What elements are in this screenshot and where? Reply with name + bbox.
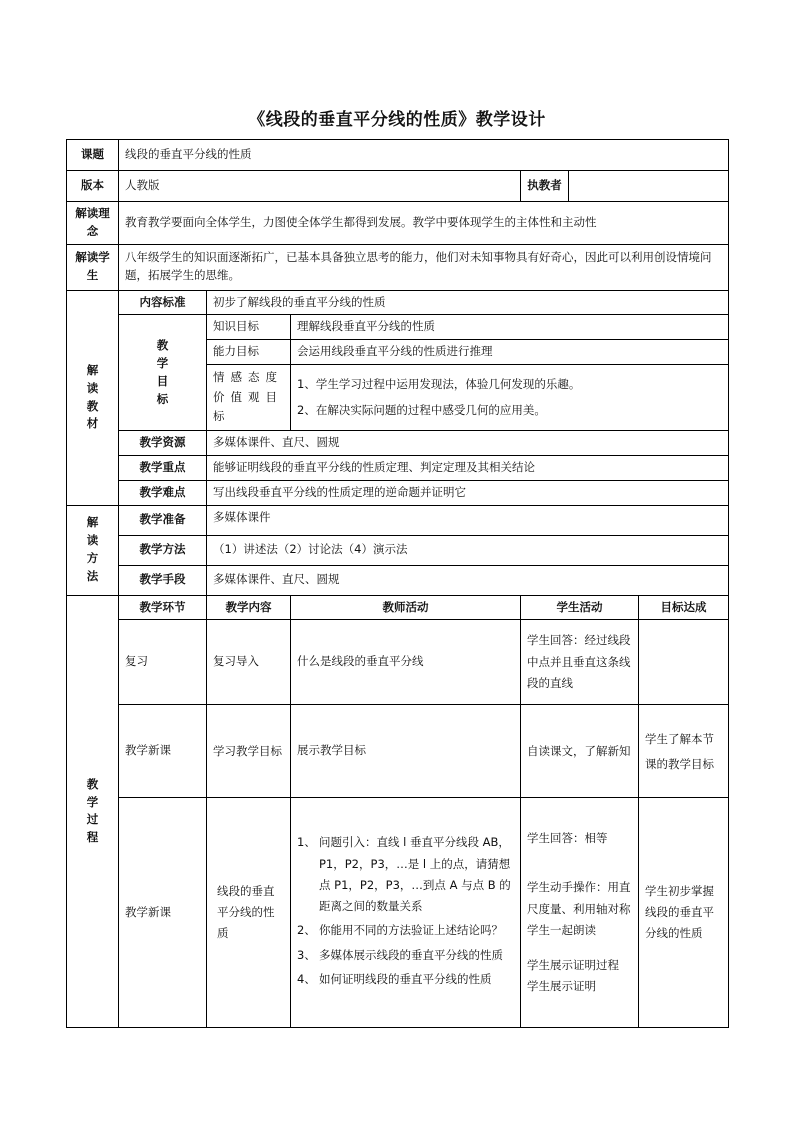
knowledge-goal-row: [67, 315, 729, 340]
teacher-step-3-number: 3、: [297, 947, 316, 962]
knowledge-goal-label: 知识目标: [207, 315, 291, 340]
means-value: 多媒体课件、直尺、圆规: [207, 565, 729, 595]
students-label: 解读学生: [67, 244, 119, 290]
teaching-goal-label: [119, 315, 207, 431]
process-row2-stage: 教学新课: [119, 705, 207, 798]
process-header-row: [67, 595, 729, 620]
teacher-step-2-number: 2、: [297, 923, 316, 938]
students-row: [67, 244, 729, 290]
key-point-value: 能够证明线段的垂直平分线的性质定理、判定定理及其相关结论: [207, 455, 729, 480]
prep-label: 教学准备: [119, 505, 207, 535]
student-activity-operate: 学生动手操作：用直尺度量、利用轴对称: [527, 880, 631, 916]
difficulty-row: [67, 480, 729, 505]
process-row1-teacher: 什么是线段的垂直平分线: [291, 620, 521, 705]
method-label: 教学方法: [119, 535, 207, 565]
process-row2-teacher: 展示教学目标: [291, 705, 521, 798]
teacher-step-4-text: 如何证明线段的垂直平分线的性质: [319, 971, 492, 986]
student-activity-gap-2: [527, 941, 632, 955]
course-label: 课题: [67, 140, 119, 171]
edition-row: [67, 171, 729, 202]
key-point-label: 教学重点: [119, 455, 207, 480]
concept-row: [67, 202, 729, 245]
emotion-goal-value: [291, 365, 729, 431]
course-row: [67, 140, 729, 171]
teacher-value: [569, 171, 729, 202]
process-row2-goal: 学生了解本节课的教学目标: [639, 705, 729, 798]
material-section-text: 解 读 教 材: [86, 362, 99, 431]
process-header-goal: 目标达成: [639, 595, 729, 620]
edition-label: 版本: [67, 171, 119, 202]
content-standard-value: 初步了解线段的垂直平分线的性质: [207, 290, 729, 315]
process-row3-teacher: [291, 798, 521, 1028]
process-section-text: 教 学 过 程: [86, 776, 99, 845]
means-row: [67, 565, 729, 595]
process-row1-content: 复习导入: [207, 620, 291, 705]
process-header-content: 教学内容: [207, 595, 291, 620]
difficulty-label: 教学难点: [119, 480, 207, 505]
process-row1-goal: [639, 620, 729, 705]
material-section-label: [67, 290, 119, 505]
teacher-label: 执教者: [521, 171, 569, 202]
teacher-step-1: [297, 832, 514, 917]
teacher-step-1-text: 问题引入：直线 l 垂直平分线段 AB，P1，P2，P3，…是 l 上的点，请猜想点 P1，P2，P3，…到点 A 与点 B 的距离之间的数量关系: [319, 835, 511, 914]
key-point-row: [67, 455, 729, 480]
process-row3-goal: 学生初步掌握线段的垂直平分线的性质: [639, 798, 729, 1028]
process-row3-student: [521, 798, 639, 1028]
content-standard-label: 内容标准: [119, 290, 207, 315]
students-value: 八年级学生的知识面逐渐拓广，已基本具备独立思考的能力，他们对未知事物具有好奇心，因此可以利用创设情境问题，拓展学生的思维。: [119, 244, 729, 290]
process-row-objectives: [67, 705, 729, 798]
student-activity-read: 学生一起朗读: [527, 922, 596, 937]
ability-goal-label: 能力目标: [207, 340, 291, 365]
prep-row: [67, 505, 729, 535]
process-row2-student: 自读课文，了解新知: [521, 705, 639, 798]
document-title: 《线段的垂直平分线的性质》教学设计: [248, 110, 546, 130]
process-row1-stage: 复习: [119, 620, 207, 705]
ability-goal-value: 会运用线段垂直平分线的性质进行推理: [291, 340, 729, 365]
process-row3-stage: 教学新课: [119, 798, 207, 1028]
teacher-step-3: [297, 945, 514, 966]
teacher-step-1-number: 1、: [297, 835, 316, 850]
difficulty-value: 写出线段垂直平分线的性质定理的逆命题并证明它: [207, 480, 729, 505]
teacher-step-4-number: 4、: [297, 971, 316, 986]
student-activity-proof: 学生展示证明过程: [527, 958, 619, 973]
teacher-step-4: [297, 969, 514, 990]
method-section-text: 解 读 方 法: [86, 515, 99, 583]
method-value: （1）讲述法（2）讨论法（4）演示法: [207, 535, 729, 565]
lesson-plan-table: [66, 139, 729, 1028]
resource-value: 多媒体课件、直尺、圆规: [207, 431, 729, 456]
concept-value: 教育教学要面向全体学生，力图使全体学生都得到发展。教学中要体现学生的主体性和主动性: [119, 202, 729, 245]
process-header-stage: 教学环节: [119, 595, 207, 620]
process-row-property: [67, 798, 729, 1028]
knowledge-goal-value: 理解线段垂直平分线的性质: [291, 315, 729, 340]
process-section-label: [67, 595, 119, 1028]
teacher-step-2-text: 你能用不同的方法验证上述结论吗？: [319, 923, 503, 938]
teaching-goal-text: 教 学 目 标: [156, 338, 169, 406]
process-row-review: [67, 620, 729, 705]
resource-row: [67, 431, 729, 456]
content-standard-row: [67, 290, 729, 315]
resource-label: 教学资源: [119, 431, 207, 456]
process-header-teacher: 教师活动: [291, 595, 521, 620]
emotion-goal-line-2: 2、在解决实际问题的过程中感受几何的应用美。: [297, 402, 546, 417]
method-section-label: [67, 505, 119, 595]
student-activity-answer: 学生回答：相等: [527, 831, 608, 846]
means-label: 教学手段: [119, 565, 207, 595]
course-value: 线段的垂直平分线的性质: [119, 140, 729, 171]
student-activity-gap: [527, 849, 632, 877]
method-row: [67, 535, 729, 565]
process-row1-student: 学生回答：经过线段中点并且垂直这条线段的直线: [521, 620, 639, 705]
concept-label: 解读理念: [67, 202, 119, 245]
prep-value: 多媒体课件: [207, 505, 729, 535]
emotion-goal-line-1: 1、学生学习过程中运用发现法，体验几何发现的乐趣。: [297, 376, 581, 391]
process-row3-content: 线段的垂直平分线的性质: [207, 798, 291, 1028]
emotion-goal-label: 情感态度价值观目标: [207, 365, 291, 431]
process-header-student: 学生活动: [521, 595, 639, 620]
student-activities-list: [527, 828, 632, 998]
student-activity-proof-2: 学生展示证明: [527, 979, 596, 994]
process-row2-content: 学习教学目标: [207, 705, 291, 798]
teacher-step-3-text: 多媒体展示线段的垂直平分线的性质: [319, 947, 503, 962]
teacher-step-2: [297, 920, 514, 941]
edition-value: 人教版: [119, 171, 521, 202]
teacher-steps-list: [297, 832, 514, 990]
